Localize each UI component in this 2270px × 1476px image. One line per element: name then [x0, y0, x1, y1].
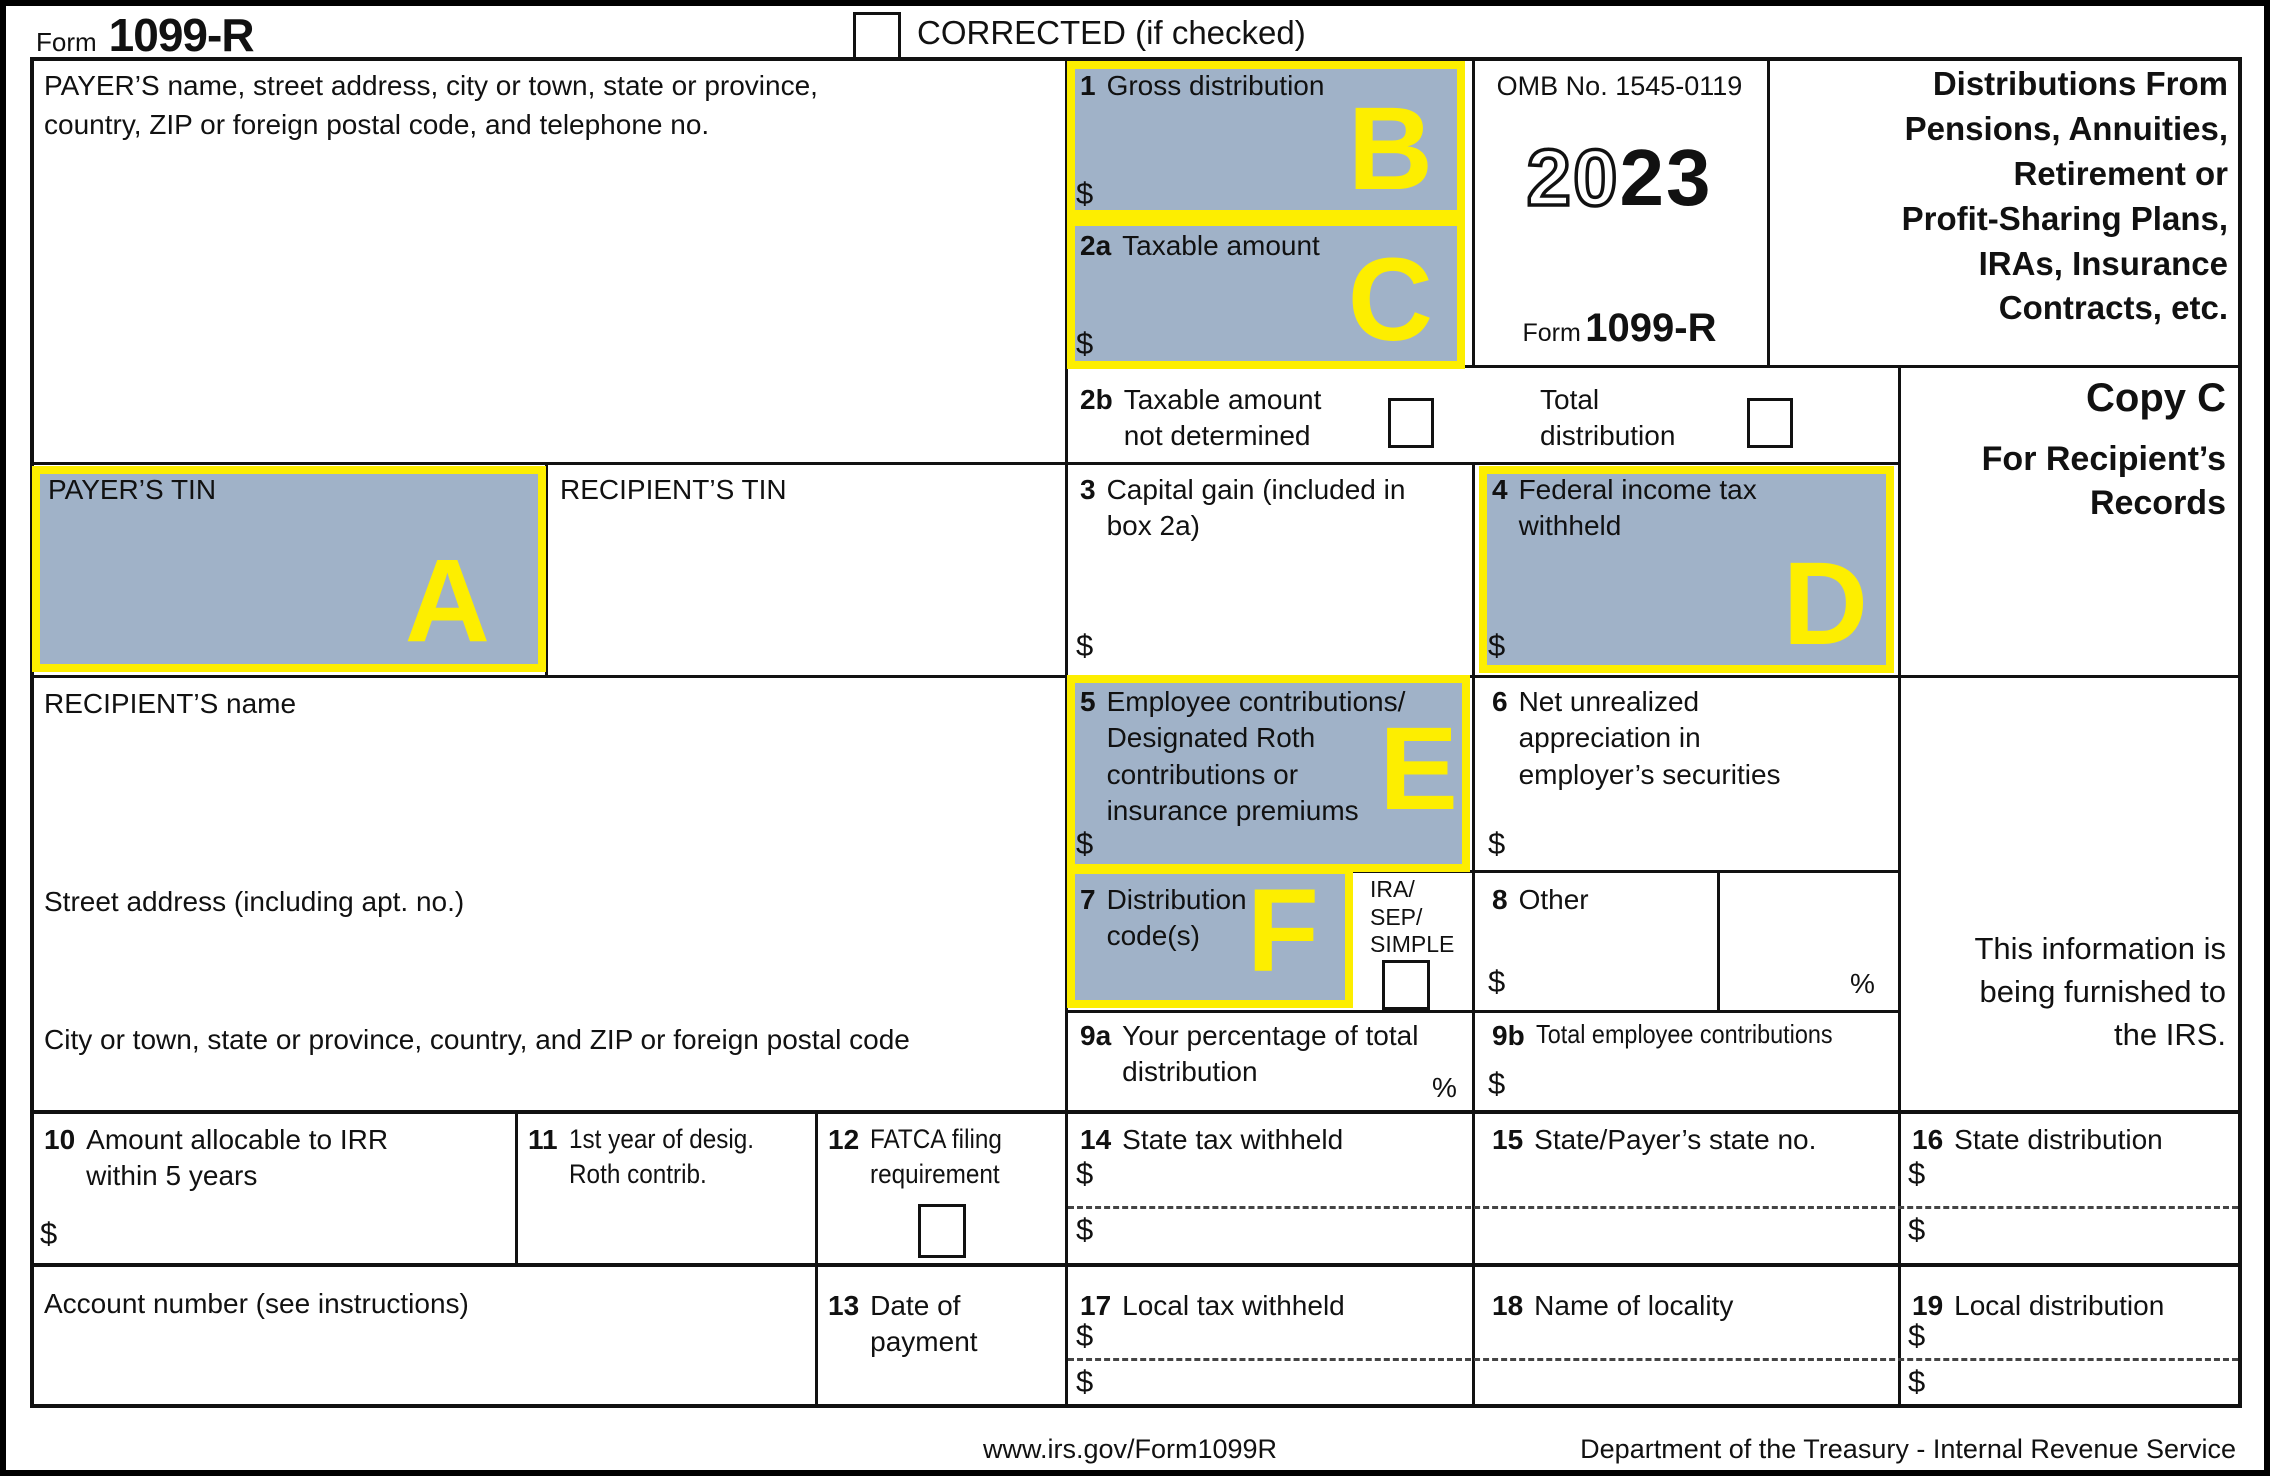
box6-text — [1519, 684, 1781, 793]
box3-line: Capital gain (included in — [1106, 474, 1406, 505]
box8-text: Other — [1518, 884, 1589, 915]
form-number: 1099-R — [108, 9, 254, 61]
box10-line: Amount allocable to IRR — [86, 1124, 389, 1155]
total-distribution-line: distribution — [1540, 420, 1676, 452]
box4-line: Federal income tax — [1518, 474, 1757, 505]
box10-text — [86, 1122, 388, 1195]
box3-label — [1080, 472, 1450, 545]
box12-line: requirement — [870, 1159, 1000, 1190]
box14-text: State tax withheld — [1122, 1124, 1344, 1155]
box13-label — [828, 1288, 1008, 1361]
box9b-dollar: $ — [1488, 1066, 1506, 1101]
dashed-line-state-row — [1068, 1206, 2238, 1209]
box18-number: 18 — [1492, 1290, 1524, 1321]
total-distribution-line: Total — [1540, 384, 1600, 415]
omb-form-line — [1472, 306, 1767, 351]
box11-label — [528, 1122, 798, 1192]
payer-info-line: PAYER’S name, street address, city or town, state or province, — [44, 70, 818, 101]
grid-line-v-box11-12 — [815, 1110, 818, 1408]
furnish-line: the IRS. — [2114, 1016, 2226, 1052]
payer-info-label — [44, 66, 818, 144]
box8-dollar: $ — [1488, 964, 1506, 999]
box12-text — [870, 1122, 1002, 1192]
box17-number: 17 — [1080, 1290, 1112, 1321]
box9b-text: Total employee contributions — [1535, 1019, 1833, 1049]
ira-line: IRA/ — [1370, 876, 1415, 902]
treasury-label: Department of the Treasury - Internal Revenue Service — [1580, 1434, 2236, 1464]
box18-text: Name of locality — [1534, 1290, 1734, 1321]
grid-line-h-1010 — [1065, 1010, 1898, 1013]
box6-number: 6 — [1492, 686, 1508, 717]
box6-line: employer’s securities — [1518, 758, 1781, 790]
corrected-label: CORRECTED (if checked) — [917, 14, 1306, 51]
box4-line: withheld — [1518, 510, 1622, 542]
copy-c-sub-line: For Recipient’s — [1981, 440, 2226, 478]
box4-label — [1492, 472, 1822, 545]
title-line: Retirement or — [2013, 154, 2228, 192]
account-number-label: Account number (see instructions) — [44, 1288, 469, 1319]
box5-line: contributions or — [1106, 758, 1299, 790]
box1-label — [1080, 68, 1450, 104]
box3-text — [1107, 472, 1406, 545]
box10-number: 10 — [44, 1124, 76, 1155]
box8-percent: % — [1850, 968, 1875, 999]
box5-label — [1080, 684, 1440, 830]
ira-sep-simple-label — [1370, 876, 1454, 959]
ira-line: SIMPLE — [1370, 931, 1455, 958]
box4-text — [1519, 472, 1757, 545]
box2b-line: Taxable amount — [1123, 384, 1322, 415]
box9a-number: 9a — [1080, 1020, 1112, 1051]
box6-line: Net unrealized — [1518, 686, 1700, 717]
tax-year-outline: 20 — [1526, 133, 1620, 222]
box9a-line: Your percentage of total — [1122, 1020, 1419, 1051]
street-address-label: Street address (including apt. no.) — [44, 886, 465, 917]
grid-line-v-box8-pct — [1717, 870, 1720, 1010]
box15-label — [1492, 1122, 1882, 1158]
box15-number: 15 — [1492, 1124, 1524, 1155]
box11-line: 1st year of desig. — [568, 1124, 754, 1154]
box9a-line: distribution — [1122, 1056, 1258, 1088]
box19-label — [1912, 1288, 2232, 1324]
title-line: IRAs, Insurance — [1978, 244, 2228, 282]
box14-number: 14 — [1080, 1124, 1112, 1155]
form-word: Form — [36, 27, 97, 57]
box19-number: 19 — [1912, 1290, 1944, 1321]
title-line: Pensions, Annuities, — [1904, 109, 2228, 147]
box16-dollar-2: $ — [1908, 1212, 1926, 1247]
box4-number: 4 — [1492, 474, 1508, 505]
box16-text: State distribution — [1954, 1124, 2163, 1155]
irs-url: www.irs.gov/Form1099R — [982, 1434, 1278, 1464]
box2b-number: 2b — [1080, 384, 1113, 415]
box3-number: 3 — [1080, 474, 1096, 505]
box17-dollar-1: $ — [1076, 1318, 1094, 1353]
box5-text — [1107, 684, 1406, 830]
box17-label — [1080, 1288, 1450, 1324]
grid-line-v-omb-right — [1767, 57, 1770, 365]
box14-dollar-2: $ — [1076, 1212, 1094, 1247]
box11-number: 11 — [528, 1124, 558, 1155]
dashed-line-local-row — [1068, 1358, 2238, 1361]
box10-dollar: $ — [40, 1216, 58, 1251]
box10-line: within 5 years — [86, 1160, 258, 1192]
box10-label — [44, 1122, 464, 1195]
box13-text — [870, 1288, 977, 1361]
marker-f: F — [1246, 865, 1319, 997]
title-line: Contracts, etc. — [1998, 289, 2228, 327]
box13-number: 13 — [828, 1290, 860, 1321]
box4-dollar: $ — [1488, 628, 1506, 663]
grid-line-v-rightpanel — [1898, 365, 1901, 1408]
box17-dollar-2: $ — [1076, 1364, 1094, 1399]
taxable-not-determined-checkbox[interactable] — [1388, 398, 1434, 448]
box9b-label — [1492, 1018, 1892, 1054]
box5-line: Employee contributions/ — [1106, 686, 1406, 717]
box7-line: code(s) — [1106, 920, 1200, 952]
box3-dollar: $ — [1076, 628, 1094, 663]
box2a-number: 2a — [1080, 230, 1112, 261]
total-distribution-label — [1540, 382, 1675, 455]
box11-line: Roth contrib. — [568, 1159, 707, 1190]
copy-c-label: Copy C — [2086, 376, 2226, 420]
box1-number: 1 — [1080, 70, 1096, 101]
box5-number: 5 — [1080, 686, 1096, 717]
box14-dollar-1: $ — [1076, 1156, 1094, 1191]
copy-c-sub-line: Records — [2089, 484, 2226, 523]
box7-text — [1107, 882, 1247, 955]
marker-e: E — [1379, 703, 1458, 835]
ira-sep-simple-checkbox[interactable] — [1382, 960, 1430, 1010]
box6-line: appreciation in — [1518, 722, 1701, 754]
title-line: Profit-Sharing Plans, — [1901, 199, 2228, 237]
box19-text: Local distribution — [1954, 1290, 2165, 1321]
box12-number: 12 — [828, 1124, 860, 1155]
box13-line: payment — [870, 1326, 978, 1358]
tax-year-solid: 23 — [1619, 133, 1713, 222]
box11-text — [569, 1122, 754, 1192]
box19-dollar-1: $ — [1908, 1318, 1926, 1353]
marker-c: C — [1347, 234, 1433, 366]
title-line: Distributions From — [1932, 65, 2228, 102]
box3-line: box 2a) — [1106, 510, 1200, 542]
box2a-label — [1080, 228, 1450, 264]
box13-line: Date of — [870, 1290, 961, 1321]
omb-number: OMB No. 1545-0119 — [1496, 71, 1743, 101]
box16-number: 16 — [1912, 1124, 1944, 1155]
box2b-label — [1080, 382, 1380, 455]
furnish-line: being furnished to — [1979, 973, 2226, 1009]
box7-label — [1080, 882, 1320, 955]
box9a-percent: % — [1432, 1072, 1457, 1103]
fatca-checkbox[interactable] — [918, 1204, 966, 1258]
marker-b: B — [1347, 83, 1433, 215]
box2a-text: Taxable amount — [1122, 230, 1320, 261]
box8-label — [1492, 882, 1712, 918]
box8-number: 8 — [1492, 884, 1508, 915]
box7-number: 7 — [1080, 884, 1096, 915]
box5-line: Designated Roth — [1106, 722, 1316, 754]
box5-dollar: $ — [1076, 826, 1094, 861]
recipient-tin-label: RECIPIENT’S TIN — [560, 474, 787, 505]
box12-label — [828, 1122, 1058, 1192]
omb-cell — [1472, 57, 1767, 365]
grid-line-h-462 — [30, 462, 1898, 465]
grid-line-v-box10-11 — [515, 1110, 518, 1263]
marker-a: A — [404, 535, 490, 667]
box15-text: State/Payer’s state no. — [1534, 1124, 1817, 1155]
recipient-name-label: RECIPIENT’S name — [44, 688, 297, 719]
grid-line-h-1263 — [30, 1263, 2242, 1267]
box9b-number: 9b — [1492, 1020, 1525, 1051]
box18-label — [1492, 1288, 1882, 1324]
payer-info-line: country, ZIP or foreign postal code, and telephone no. — [44, 109, 710, 141]
copy-c-sub — [1910, 437, 2226, 525]
box1-text: Gross distribution — [1106, 70, 1325, 101]
box7-line: Distribution — [1106, 884, 1247, 915]
box2b-line: not determined — [1123, 420, 1311, 452]
box6-dollar: $ — [1488, 826, 1506, 861]
box1-dollar: $ — [1076, 176, 1094, 211]
box5-line: insurance premiums — [1106, 795, 1359, 827]
box14-label — [1080, 1122, 1450, 1158]
box19-dollar-2: $ — [1908, 1364, 1926, 1399]
box2a-dollar: $ — [1076, 326, 1094, 361]
form-main-title — [1780, 62, 2228, 331]
furnished-to-irs-note — [1920, 928, 2226, 1056]
box9a-text — [1122, 1018, 1418, 1091]
box16-dollar-1: $ — [1908, 1156, 1926, 1191]
marker-d: D — [1782, 538, 1868, 670]
corrected-checkbox[interactable] — [853, 12, 901, 60]
box12-line: FATCA filing — [870, 1124, 1003, 1154]
box9a-label — [1080, 1018, 1440, 1091]
box17-text: Local tax withheld — [1122, 1290, 1345, 1321]
box2b-text — [1124, 382, 1322, 455]
payer-tin-label: PAYER’S TIN — [48, 474, 217, 505]
box16-label — [1912, 1122, 2232, 1158]
page-title — [36, 8, 254, 62]
copy-c-panel — [1910, 376, 2226, 525]
omb-form-word: Form — [1522, 319, 1581, 347]
ira-line: SEP/ — [1370, 903, 1423, 930]
furnish-line: This information is — [1974, 931, 2226, 966]
box6-label — [1492, 684, 1822, 793]
city-label: City or town, state or province, country, and ZIP or foreign postal code — [44, 1024, 910, 1055]
omb-form-number: 1099-R — [1585, 306, 1717, 350]
grid-line-h-1110 — [30, 1110, 2242, 1114]
tax-year — [1472, 132, 1767, 224]
total-distribution-checkbox[interactable] — [1747, 398, 1793, 448]
